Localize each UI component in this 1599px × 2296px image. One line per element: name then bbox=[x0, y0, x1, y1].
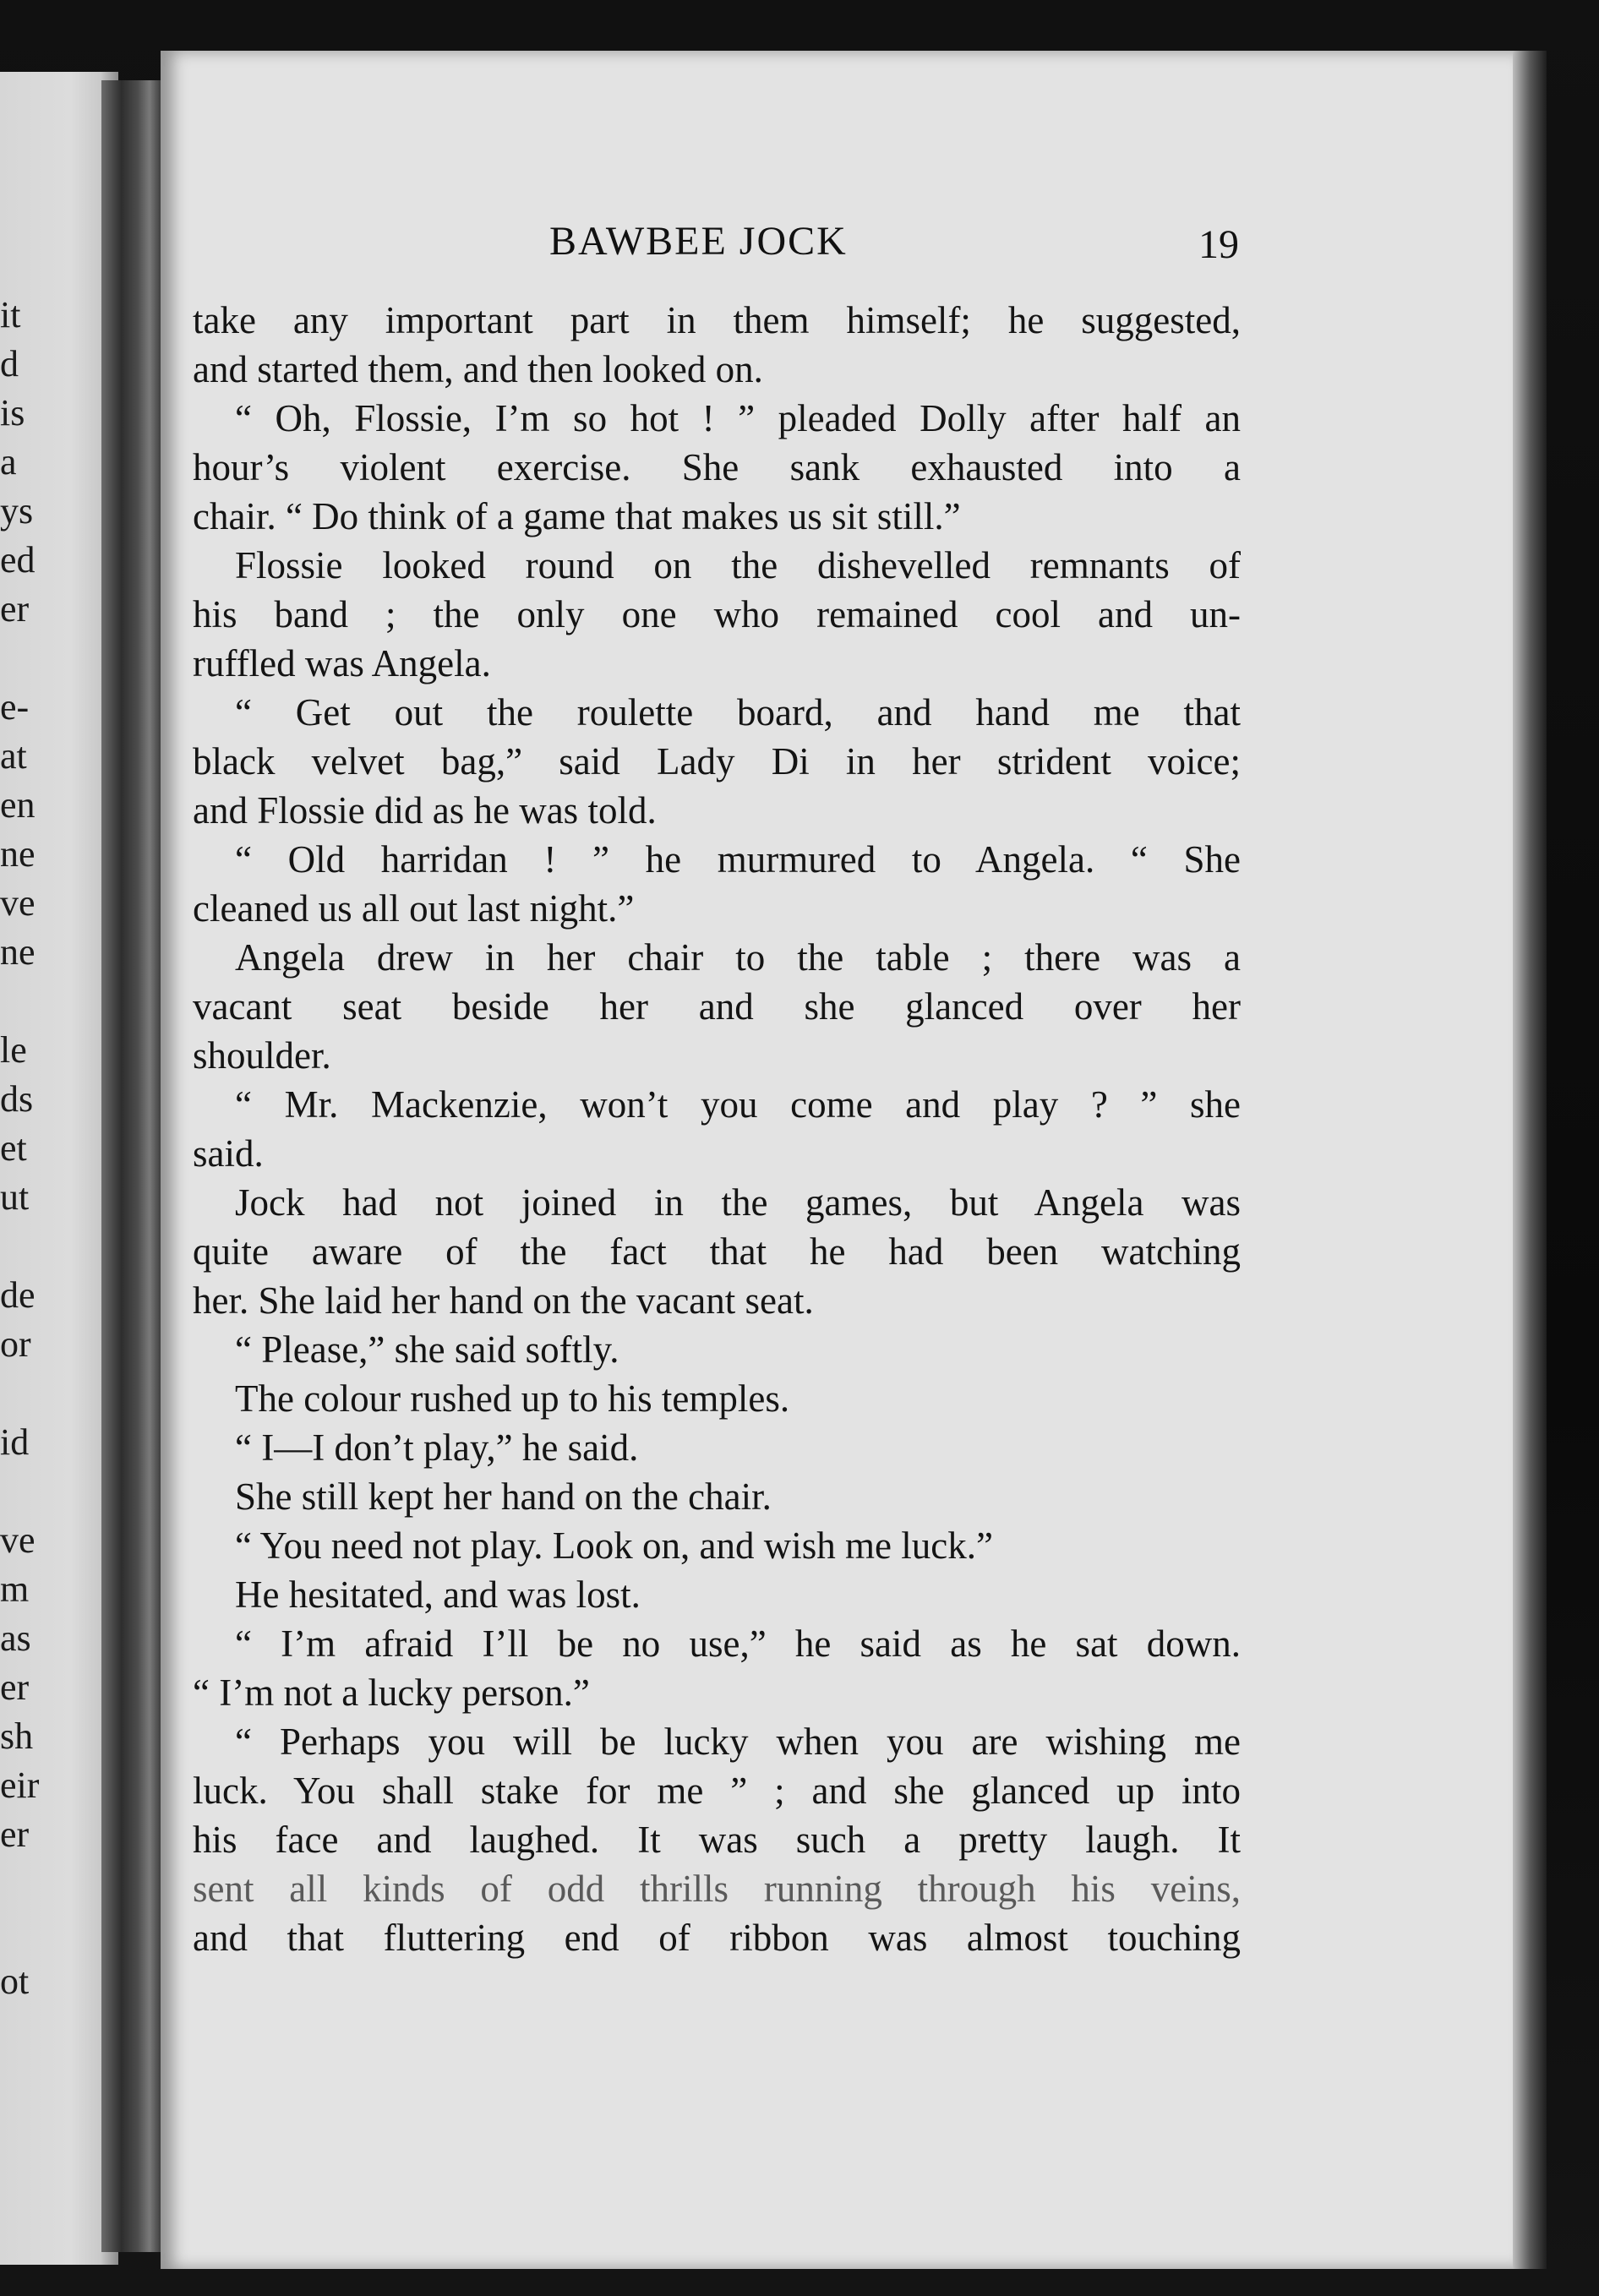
facing-line: ve bbox=[0, 882, 35, 924]
text-line: hour’s violent exercise. She sank exhausted into a bbox=[193, 446, 1241, 488]
facing-line: le bbox=[0, 1029, 27, 1071]
text-line: and Flossie did as he was told. bbox=[193, 789, 657, 832]
facing-line: m bbox=[0, 1568, 30, 1610]
facing-line: ed bbox=[0, 539, 35, 581]
facing-line: er bbox=[0, 1813, 30, 1855]
text-line: “ Get out the roulette board, and hand me that bbox=[235, 691, 1241, 734]
facing-line: en bbox=[0, 784, 35, 826]
facing-line: a bbox=[0, 441, 17, 483]
text-line: Flossie looked round on the dishevelled remnants of bbox=[235, 544, 1241, 586]
text-line: ruffled was Angela. bbox=[193, 642, 491, 684]
facing-page-fragment bbox=[0, 72, 118, 2265]
facing-line: ys bbox=[0, 490, 34, 532]
page-edge-shadow bbox=[1513, 51, 1547, 2269]
text-line: She still kept her hand on the chair. bbox=[235, 1475, 772, 1518]
text-line: “ Please,” she said softly. bbox=[235, 1328, 619, 1371]
facing-line: as bbox=[0, 1617, 31, 1659]
facing-line: ve bbox=[0, 1519, 35, 1561]
text-line: shoulder. bbox=[193, 1034, 331, 1077]
facing-line: de bbox=[0, 1274, 35, 1316]
text-line: take any important part in them himself; he suggested, bbox=[193, 299, 1241, 341]
page-number: 19 bbox=[1198, 222, 1239, 267]
facing-line: ot bbox=[0, 1961, 30, 2002]
text-line: her. She laid her hand on the vacant seat. bbox=[193, 1279, 814, 1322]
text-line: black velvet bag,” said Lady Di in her strident voice; bbox=[193, 740, 1241, 783]
text-line: “ You need not play. Look on, and wish me luck.” bbox=[235, 1524, 993, 1567]
text-line: “ Old harridan ! ” he murmured to Angela. “ She bbox=[235, 838, 1241, 881]
facing-line: ut bbox=[0, 1176, 30, 1218]
text-line: said. bbox=[193, 1132, 264, 1175]
text-line: “ Oh, Flossie, I’m so hot ! ” pleaded Dolly after half an bbox=[235, 397, 1241, 439]
text-line: Angela drew in her chair to the table ; there was a bbox=[235, 936, 1241, 979]
facing-line: or bbox=[0, 1323, 31, 1365]
text-line: quite aware of the fact that he had been watching bbox=[193, 1230, 1241, 1273]
text-line: “ I—I don’t play,” he said. bbox=[235, 1426, 639, 1469]
text-line: “ I’m afraid I’ll be no use,” he said as he sat down. bbox=[235, 1622, 1241, 1665]
facing-line: it bbox=[0, 294, 21, 335]
facing-line: sh bbox=[0, 1715, 34, 1757]
facing-line: ds bbox=[0, 1078, 34, 1120]
facing-line: d bbox=[0, 343, 19, 384]
facing-line: eir bbox=[0, 1764, 40, 1806]
text-line: He hesitated, and was lost. bbox=[235, 1573, 641, 1616]
facing-line: is bbox=[0, 392, 25, 434]
text-line: chair. “ Do think of a game that makes us sit still.” bbox=[193, 495, 961, 537]
text-line: Jock had not joined in the games, but Angela was bbox=[235, 1181, 1241, 1224]
text-line: vacant seat beside her and she glanced over her bbox=[193, 985, 1241, 1028]
text-line: and that fluttering end of ribbon was almost touching bbox=[193, 1917, 1241, 1959]
facing-line: et bbox=[0, 1127, 27, 1169]
text-line: The colour rushed up to his temples. bbox=[235, 1377, 790, 1420]
facing-line: ne bbox=[0, 833, 35, 875]
text-line: his band ; the only one who remained cool and un- bbox=[193, 593, 1241, 635]
facing-line: ne bbox=[0, 931, 35, 973]
facing-line: id bbox=[0, 1421, 30, 1463]
text-line: “ I’m not a lucky person.” bbox=[193, 1672, 590, 1714]
facing-line: at bbox=[0, 735, 27, 777]
text-line: his face and laughed. It was such a pretty laugh. It bbox=[193, 1819, 1241, 1861]
text-line: cleaned us all out last night.” bbox=[193, 887, 635, 930]
text-line: and started them, and then looked on. bbox=[193, 348, 763, 390]
text-line: “ Mr. Mackenzie, won’t you come and play ? ” she bbox=[235, 1083, 1241, 1126]
running-head: BAWBEE JOCK bbox=[549, 219, 848, 264]
text-line: luck. You shall stake for me ” ; and she glanced up into bbox=[193, 1770, 1241, 1812]
facing-line: e- bbox=[0, 686, 30, 728]
facing-line: er bbox=[0, 588, 30, 630]
text-line: “ Perhaps you will be lucky when you are wishing me bbox=[235, 1721, 1241, 1763]
text-line: sent all kinds of odd thrills running through his veins, bbox=[193, 1868, 1241, 1910]
facing-line: er bbox=[0, 1666, 30, 1708]
